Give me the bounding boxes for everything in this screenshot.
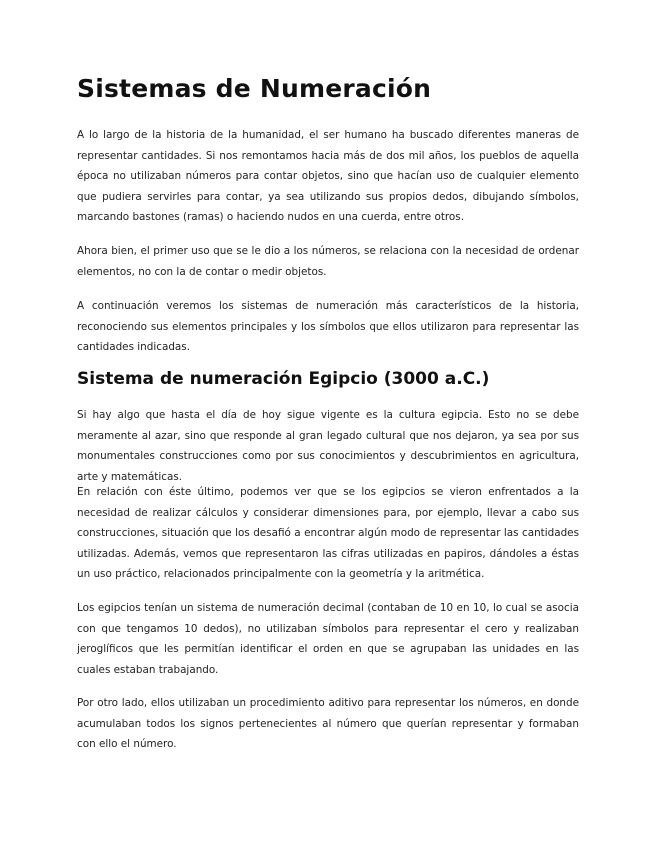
intro-paragraph-1: A lo largo de la historia de la humanidad, el ser humano ha buscado diferentes maneras de representar cantidades. Si nos remontamos hacia más de dos mil años, los pueblos de aquella época no utilizaban números para contar objetos, sino que hacían uso de cualquier elemento que pudiera servirles para contar, ya sea utilizando sus propios dedos, dibujando símbolos, marcando bastones (ramas) o haciendo nudos en una cuerda, entre otros.: [77, 129, 579, 223]
section-heading: Sistema de numeración Egipcio (3000 a.C.): [77, 369, 490, 389]
intro-paragraph-3: A continuación veremos los sistemas de numeración más característicos de la historia, reconociendo sus elementos principales y los símbolos que ellos utilizaron para representar las cantidades indicadas.: [77, 300, 579, 353]
section-paragraph-4: Por otro lado, ellos utilizaban un procedimiento aditivo para representar los números, en donde acumulaban todos los signos pertenecientes al número que querían representar y formaban con ello el número.: [77, 697, 579, 750]
page-title: Sistemas de Numeración: [77, 74, 432, 103]
section-paragraph-3: Los egipcios tenían un sistema de numeración decimal (contaban de 10 en 10, lo cual se asocia con que tengamos 10 dedos), no utilizaban símbolos para representar el cero y realizaban jeroglíficos que les permitían identificar el orden en que se agrupaban las unidades en las cuales estaban trabajando.: [77, 602, 579, 676]
intro-paragraph-2: Ahora bien, el primer uso que se le dio a los números, se relaciona con la necesidad de ordenar elementos, no con la de contar o medir objetos.: [77, 245, 579, 278]
section-paragraph-2: En relación con éste último, podemos ver que se los egipcios se vieron enfrentados a la necesidad de realizar cálculos y considerar dimensiones para, por ejemplo, llevar a cabo sus construcciones, situación que los desafió a encontrar algún modo de representar las cantidades utilizadas. Además, vemos que representaron las cifras utilizadas en papiros, dándoles a éstas un uso práctico, relacionados principalmente con la geometría y la aritmética.: [77, 486, 579, 580]
section-paragraph-1: Si hay algo que hasta el día de hoy sigue vigente es la cultura egipcia. Esto no se debe meramente al azar, sino que responde al gran legado cultural que nos dejaron, ya sea por sus monumentales construcciones como por sus conocimientos y descubrimientos en agricultura, arte y matemáticas.: [77, 409, 579, 483]
